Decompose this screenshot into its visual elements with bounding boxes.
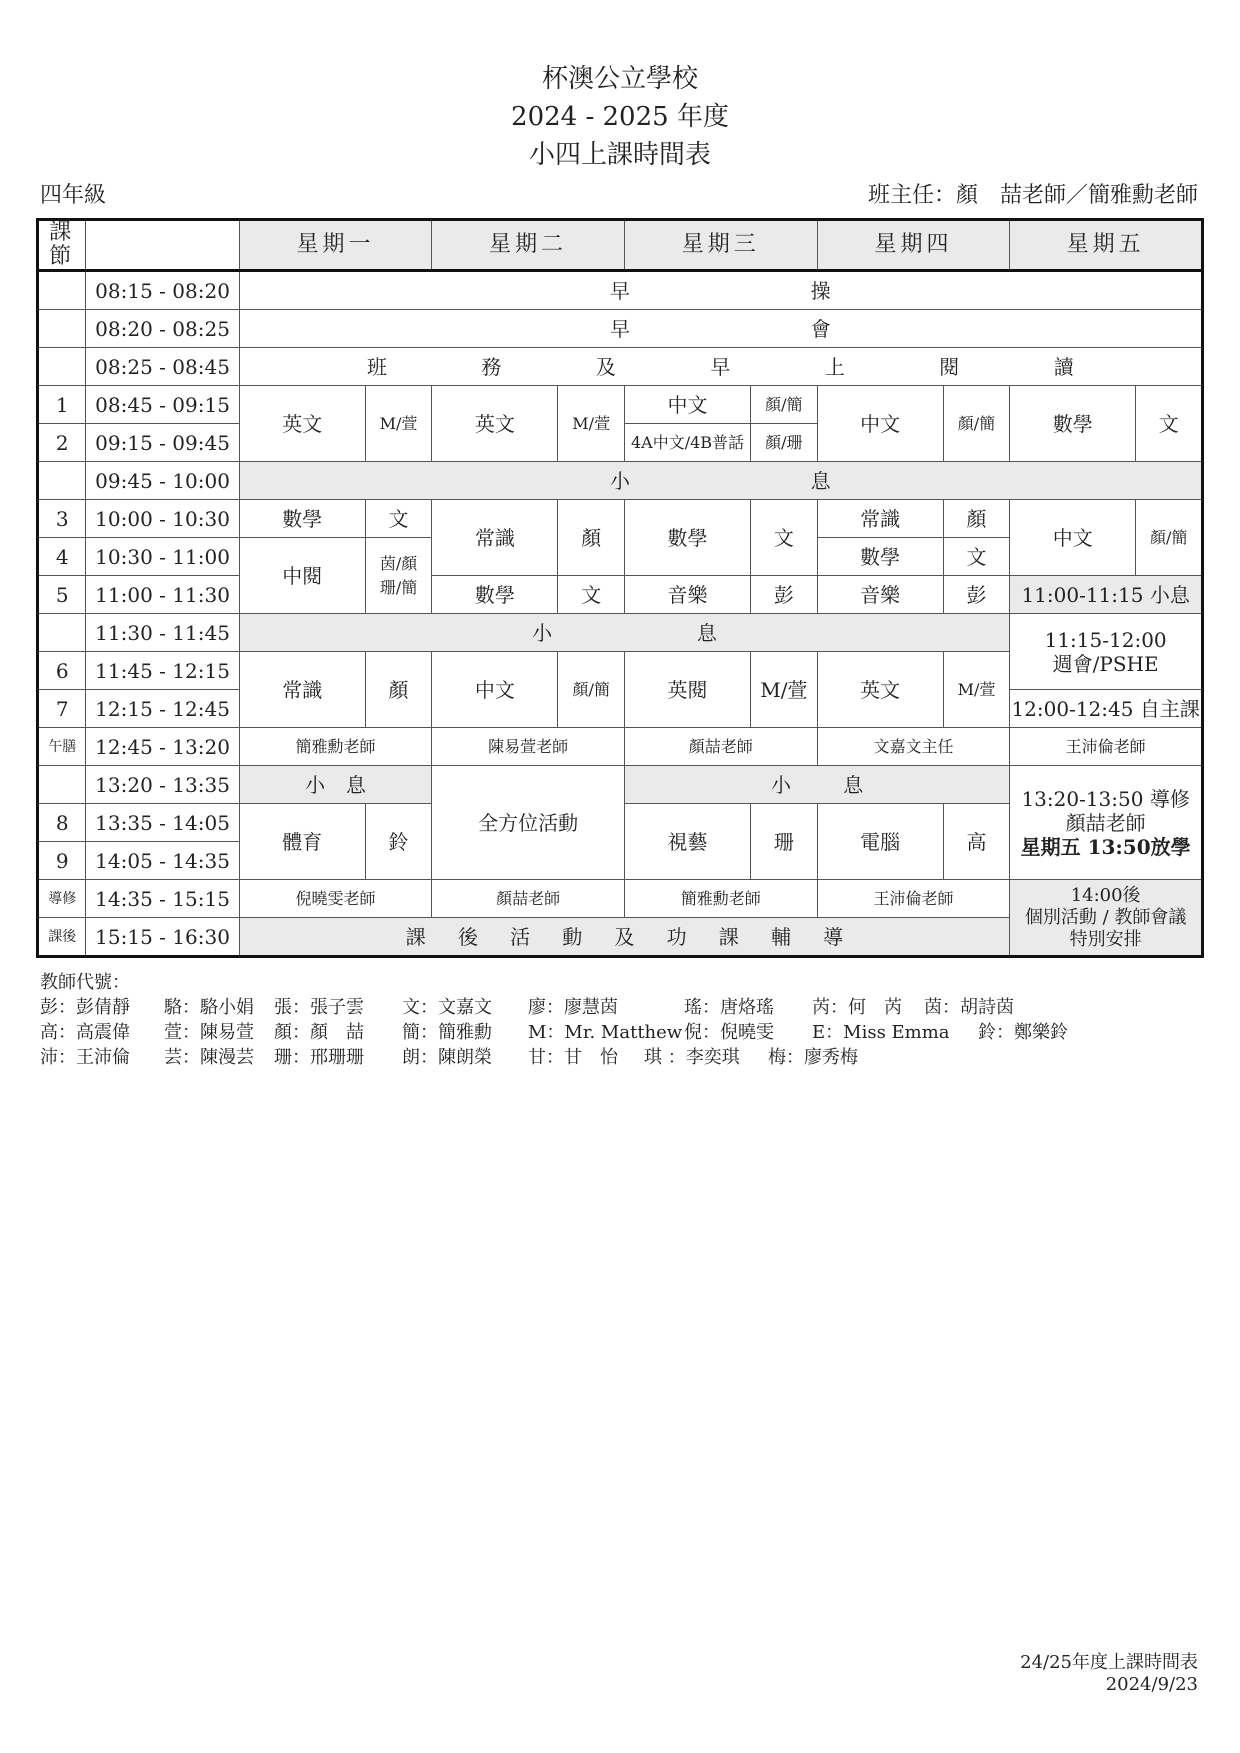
teacher-code: 茵：胡詩茵	[924, 997, 1014, 1018]
day-header-wed: 星期三	[624, 220, 817, 271]
lunch-teacher: 簡雅勳老師	[239, 728, 432, 766]
time-cell: 14:35 - 15:15	[86, 880, 239, 918]
teacher-code: 瑤：唐烙瑤	[684, 997, 774, 1018]
lunch-teacher: 王沛倫老師	[1010, 728, 1203, 766]
teacher-codes-row	[40, 1020, 1068, 1045]
subject-cell: 數學	[432, 576, 558, 614]
subject-cell: 電腦	[817, 804, 943, 880]
morning-exercise: 早 操	[239, 271, 1202, 310]
teacher-cell: 彭	[943, 576, 1010, 614]
subject-cell: 音樂	[624, 576, 750, 614]
teacher-cell: M/萱	[558, 386, 625, 462]
teacher-code: 梅：廖秀梅	[768, 1047, 858, 1068]
time-cell: 09:45 - 10:00	[86, 462, 239, 500]
period-cell: 6	[38, 652, 86, 690]
table-row	[38, 348, 1203, 386]
table-row	[38, 386, 1203, 424]
time-cell: 13:20 - 13:35	[86, 766, 239, 804]
fri-assembly: 11:15-12:00 週會/PSHE	[1010, 614, 1203, 690]
teacher-cell: 顏/簡	[943, 386, 1010, 462]
subject-cell: 視藝	[624, 804, 750, 880]
morning-assembly: 早 會	[239, 310, 1202, 348]
teacher-code: 芮：何 芮	[812, 997, 902, 1018]
day-header-fri: 星期五	[1010, 220, 1203, 271]
time-cell: 09:15 - 09:45	[86, 424, 239, 462]
recess-cell: 小 息	[239, 614, 1010, 652]
class-teacher: 班主任：顏 喆老師／簡雅勳老師	[867, 183, 1198, 208]
subject-cell: 英文	[432, 386, 558, 462]
teacher-code: 廖：廖慧茵	[528, 997, 618, 1018]
tutorial-teacher: 簡雅勳老師	[624, 880, 817, 918]
recess-cell: 小 息	[624, 766, 1009, 804]
period-cell	[38, 462, 86, 500]
teacher-cell: 顏/簡	[751, 386, 818, 424]
period-cell: 9	[38, 842, 86, 880]
day-header-thu: 星期四	[817, 220, 1010, 271]
table-row	[38, 500, 1203, 538]
period-cell	[38, 271, 86, 310]
subject-cell: 常識	[432, 500, 558, 576]
time-cell: 14:05 - 14:35	[86, 842, 239, 880]
lunch-teacher: 陳易萱老師	[432, 728, 625, 766]
subject-cell: 數學	[624, 500, 750, 576]
teacher-code: 甘：甘 怡	[528, 1047, 618, 1068]
fri-recess-note: 11:00-11:15 小息	[1010, 576, 1203, 614]
teacher-code: 彭：彭倩靜	[40, 997, 130, 1018]
time-cell: 08:45 - 09:15	[86, 386, 239, 424]
recess-cell: 小 息	[239, 462, 1202, 500]
period-cell	[38, 348, 86, 386]
period-cell: 4	[38, 538, 86, 576]
teacher-code: 張：張子雲	[274, 997, 364, 1018]
recess-cell: 小 息	[239, 766, 432, 804]
period-cell: 8	[38, 804, 86, 842]
fri-tutorial-teacher: 顏喆老師	[1065, 810, 1146, 835]
timetable	[36, 218, 1204, 958]
period-cell: 7	[38, 690, 86, 728]
teacher-cell: 文	[365, 500, 432, 538]
table-row	[38, 728, 1203, 766]
teacher-code: 朗：陳朗榮	[402, 1047, 492, 1068]
subject-cell: 英文	[817, 652, 943, 728]
teacher-cell: 珊	[751, 804, 818, 880]
teacher-cell: 茵/顏 珊/簡	[365, 538, 432, 614]
teacher-cell: M/萱	[751, 652, 818, 728]
day-header-mon: 星期一	[239, 220, 432, 271]
time-cell: 10:30 - 11:00	[86, 538, 239, 576]
teacher-cell: 文	[943, 538, 1010, 576]
period-cell: 課後	[38, 918, 86, 957]
subject-cell: 常識	[239, 652, 365, 728]
school-year: 2024 - 2025 年度	[511, 102, 729, 132]
day-header-tue: 星期二	[432, 220, 625, 271]
table-row	[38, 462, 1203, 500]
table-row	[38, 614, 1203, 652]
teacher-code: 琪 ：李奕琪	[644, 1047, 740, 1068]
time-cell: 11:30 - 11:45	[86, 614, 239, 652]
tutorial-teacher: 倪曉雯老師	[239, 880, 432, 918]
teacher-code: 文：文嘉文	[402, 997, 492, 1018]
teacher-code: E：Miss Emma	[812, 1022, 950, 1043]
teacher-code: 顏：顏 喆	[274, 1022, 364, 1043]
footer-date: 2024/9/23	[1105, 1674, 1198, 1695]
time-cell: 08:25 - 08:45	[86, 348, 239, 386]
period-cell	[38, 310, 86, 348]
grade-label: 四年級	[40, 183, 107, 208]
header-row	[38, 220, 1203, 271]
teacher-code: 芸：陳漫芸	[164, 1047, 254, 1068]
teacher-cell: 顏	[365, 652, 432, 728]
subject-cell: 體育	[239, 804, 365, 880]
subject-cell: 4A中文/4B普話	[624, 424, 750, 462]
all-round-activity: 全方位活動	[432, 766, 625, 880]
after-school-cell: 課 後 活 動 及 功 課 輔 導	[239, 918, 1010, 957]
teacher-cell: 顏/簡	[1136, 500, 1203, 576]
subject-cell: 中文	[817, 386, 943, 462]
time-cell: 08:20 - 08:25	[86, 310, 239, 348]
teacher-cell: 文	[751, 500, 818, 576]
subject-cell: 中文	[1010, 500, 1136, 576]
teacher-cell: M/萱	[943, 652, 1010, 728]
class-reading: 班 務 及 早 上 閱 讀	[239, 348, 1202, 386]
time-cell: 13:35 - 14:05	[86, 804, 239, 842]
lunch-teacher: 文嘉文主任	[817, 728, 1010, 766]
fri-after-note: 14:00後 個別活動 / 教師會議 特別安排	[1010, 880, 1203, 957]
teacher-code: 萱：陳易萱	[164, 1022, 254, 1043]
teacher-cell: 彭	[751, 576, 818, 614]
teacher-cell: 顏	[943, 500, 1010, 538]
teacher-code: 鈴：鄭樂鈴	[978, 1022, 1068, 1043]
subject-cell: 中文	[432, 652, 558, 728]
teacher-cell: 高	[943, 804, 1010, 880]
fri-self-study: 12:00-12:45 自主課	[1010, 690, 1203, 728]
time-header	[86, 220, 239, 271]
subject-cell: 數學	[817, 538, 943, 576]
teacher-code: 簡：簡雅勳	[402, 1022, 492, 1043]
subject-cell: 數學	[239, 500, 365, 538]
teacher-code: M：Mr. Matthew	[528, 1022, 683, 1043]
tutorial-teacher: 顏喆老師	[432, 880, 625, 918]
period-header: 課節	[38, 220, 86, 271]
table-row	[38, 271, 1203, 310]
time-cell: 15:15 - 16:30	[86, 918, 239, 957]
school-name: 杯澳公立學校	[541, 64, 698, 94]
teacher-codes	[40, 970, 1068, 1070]
teacher-cell: 顏/簡	[558, 652, 625, 728]
subject-cell: 數學	[1010, 386, 1136, 462]
period-cell	[38, 614, 86, 652]
time-cell: 08:15 - 08:20	[86, 271, 239, 310]
subject-cell: 英閱	[624, 652, 750, 728]
subject-cell: 中文	[624, 386, 750, 424]
time-cell: 12:15 - 12:45	[86, 690, 239, 728]
fri-tutorial	[1010, 766, 1203, 880]
teacher-cell: 鈴	[365, 804, 432, 880]
table-row	[38, 880, 1203, 918]
teacher-codes-row	[40, 1045, 1068, 1070]
table-row	[38, 576, 1203, 614]
teacher-code: 高：高震偉	[40, 1022, 130, 1043]
time-cell: 11:45 - 12:15	[86, 652, 239, 690]
subject-cell: 音樂	[817, 576, 943, 614]
teacher-cell: 顏	[558, 500, 625, 576]
period-cell: 2	[38, 424, 86, 462]
teacher-cell: M/萱	[365, 386, 432, 462]
table-row	[38, 766, 1203, 804]
teacher-cell: 顏/珊	[751, 424, 818, 462]
teacher-codes-row	[40, 995, 1068, 1020]
period-cell: 導修	[38, 880, 86, 918]
period-cell: 1	[38, 386, 86, 424]
teacher-cell: 文	[1136, 386, 1203, 462]
time-cell: 11:00 - 11:30	[86, 576, 239, 614]
subject-cell: 常識	[817, 500, 943, 538]
subject-cell: 英文	[239, 386, 365, 462]
period-cell	[38, 766, 86, 804]
fri-dismissal: 星期五 13:50放學	[1020, 834, 1191, 859]
lunch-teacher: 顏喆老師	[624, 728, 817, 766]
subject-cell: 中閱	[239, 538, 365, 614]
tutorial-teacher: 王沛倫老師	[817, 880, 1010, 918]
footer-title: 24/25年度上課時間表	[1020, 1652, 1198, 1673]
timetable-title: 小四上課時間表	[528, 140, 711, 170]
teacher-cell: 文	[558, 576, 625, 614]
period-cell: 午膳	[38, 728, 86, 766]
teacher-code: 駱：駱小娟	[164, 997, 254, 1018]
table-row	[38, 310, 1203, 348]
time-cell: 12:45 - 13:20	[86, 728, 239, 766]
time-cell: 10:00 - 10:30	[86, 500, 239, 538]
period-cell: 3	[38, 500, 86, 538]
fri-tutorial-time: 13:20-13:50 導修	[1021, 786, 1190, 811]
teacher-code: 沛：王沛倫	[40, 1047, 130, 1068]
teacher-codes-title: 教師代號：	[40, 972, 130, 993]
teacher-code: 珊：邢珊珊	[274, 1047, 364, 1068]
teacher-code: 倪：倪曉雯	[684, 1022, 774, 1043]
period-cell: 5	[38, 576, 86, 614]
